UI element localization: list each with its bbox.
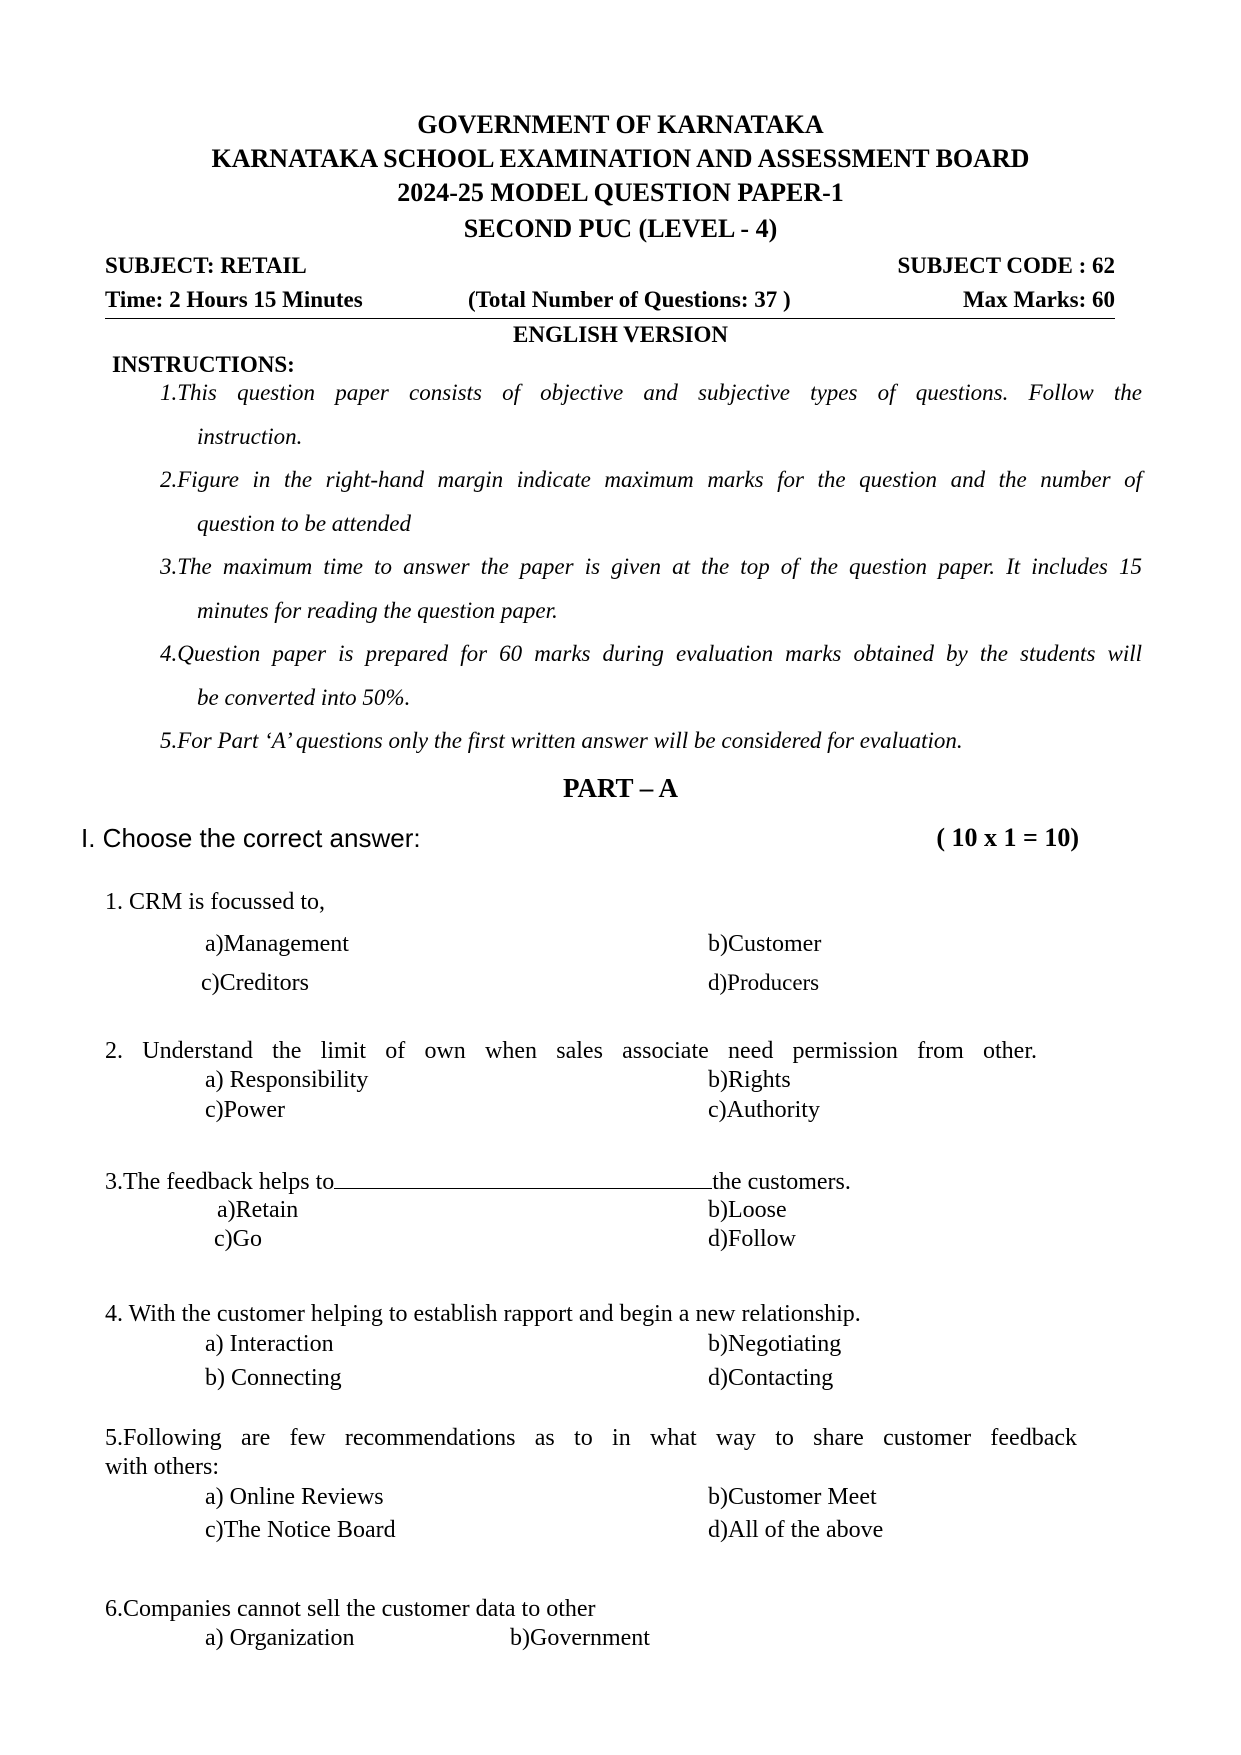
question-3: 3.The feedback helps to the customers. xyxy=(105,1169,851,1195)
q4-option-a: a) Interaction xyxy=(205,1331,334,1357)
instruction-4-line1: 4.Question paper is prepared for 60 marks during evaluation marks obtained by the students will xyxy=(160,641,1142,666)
instruction-5: 5.For Part ‘A’ questions only the first written answer will be considered for evaluation. xyxy=(160,728,963,753)
q2-option-b: b)Rights xyxy=(708,1067,791,1093)
instruction-1-line1: 1.This question paper consists of objective and subjective types of questions. Follow the xyxy=(160,380,1142,405)
q6-option-a: a) Organization xyxy=(205,1625,355,1651)
instructions-title: INSTRUCTIONS: xyxy=(112,352,295,377)
q6-option-b: b)Government xyxy=(510,1625,650,1651)
q2-option-d: c)Authority xyxy=(708,1097,820,1123)
question-5-line1: 5.Following are few recommendations as to in what way to share customer feedback xyxy=(105,1425,1077,1451)
q1-option-a: a)Management xyxy=(205,931,349,957)
q2-option-c: c)Power xyxy=(205,1097,285,1123)
question-2: 2. Understand the limit of own when sales associate need permission from other. xyxy=(105,1038,1037,1064)
total-questions-label: (Total Number of Questions: 37 ) xyxy=(468,287,791,312)
q5-option-a: a) Online Reviews xyxy=(205,1484,384,1510)
subject-label: SUBJECT: RETAIL xyxy=(105,253,307,278)
header-line-paper: 2024-25 MODEL QUESTION PAPER-1 xyxy=(397,178,844,207)
question-6: 6.Companies cannot sell the customer data to other xyxy=(105,1596,596,1622)
q1-option-d: d)Producers xyxy=(708,970,820,995)
q3-blank-line xyxy=(334,1168,712,1189)
instruction-2-line2: question to be attended xyxy=(197,511,411,536)
instruction-2-line1: 2.Figure in the right-hand margin indicate maximum marks for the question and the number of xyxy=(160,467,1142,492)
time-label: Time: 2 Hours 15 Minutes xyxy=(105,287,363,312)
question-5-line2: with others: xyxy=(105,1454,219,1480)
question-4: 4. With the customer helping to establish rapport and begin a new relationship. xyxy=(105,1301,861,1327)
version-label: ENGLISH VERSION xyxy=(513,322,728,347)
instruction-3-line2: minutes for reading the question paper. xyxy=(197,598,558,623)
q4-option-d: d)Contacting xyxy=(708,1365,834,1391)
q2-option-a: a) Responsibility xyxy=(205,1067,369,1093)
q3-option-d: d)Follow xyxy=(708,1226,797,1252)
instruction-1-line2: instruction. xyxy=(197,424,303,449)
q4-option-c: b) Connecting xyxy=(205,1365,342,1391)
header-line-government: GOVERNMENT OF KARNATAKA xyxy=(417,110,824,139)
q3-option-a: a)Retain xyxy=(217,1197,299,1223)
q3-option-b: b)Loose xyxy=(708,1197,787,1223)
question-1: 1. CRM is focussed to, xyxy=(105,889,326,915)
subject-code-label: SUBJECT CODE : 62 xyxy=(897,253,1115,278)
header-line-level: SECOND PUC (LEVEL - 4) xyxy=(463,214,778,243)
section-title: I. Choose the correct answer: xyxy=(81,823,421,853)
q5-option-c: c)The Notice Board xyxy=(205,1517,396,1543)
header-line-board: KARNATAKA SCHOOL EXAMINATION AND ASSESSMENT BOARD xyxy=(211,144,1030,173)
q3-option-c: c)Go xyxy=(214,1226,262,1252)
header-divider xyxy=(105,318,1115,319)
q1-option-c: c)Creditors xyxy=(201,970,309,996)
instruction-4-line2: be converted into 50%. xyxy=(197,685,411,710)
max-marks-label: Max Marks: 60 xyxy=(962,287,1115,312)
section-marks: ( 10 x 1 = 10) xyxy=(936,823,1079,852)
part-a-title: PART – A xyxy=(562,773,679,803)
q5-option-b: b)Customer Meet xyxy=(708,1484,877,1510)
q1-option-b: b)Customer xyxy=(708,931,822,957)
instruction-3-line1: 3.The maximum time to answer the paper is given at the top of the question paper. It includes 15 xyxy=(160,554,1142,579)
q5-option-d: d)All of the above xyxy=(708,1517,884,1543)
q4-option-b: b)Negotiating xyxy=(708,1331,842,1357)
